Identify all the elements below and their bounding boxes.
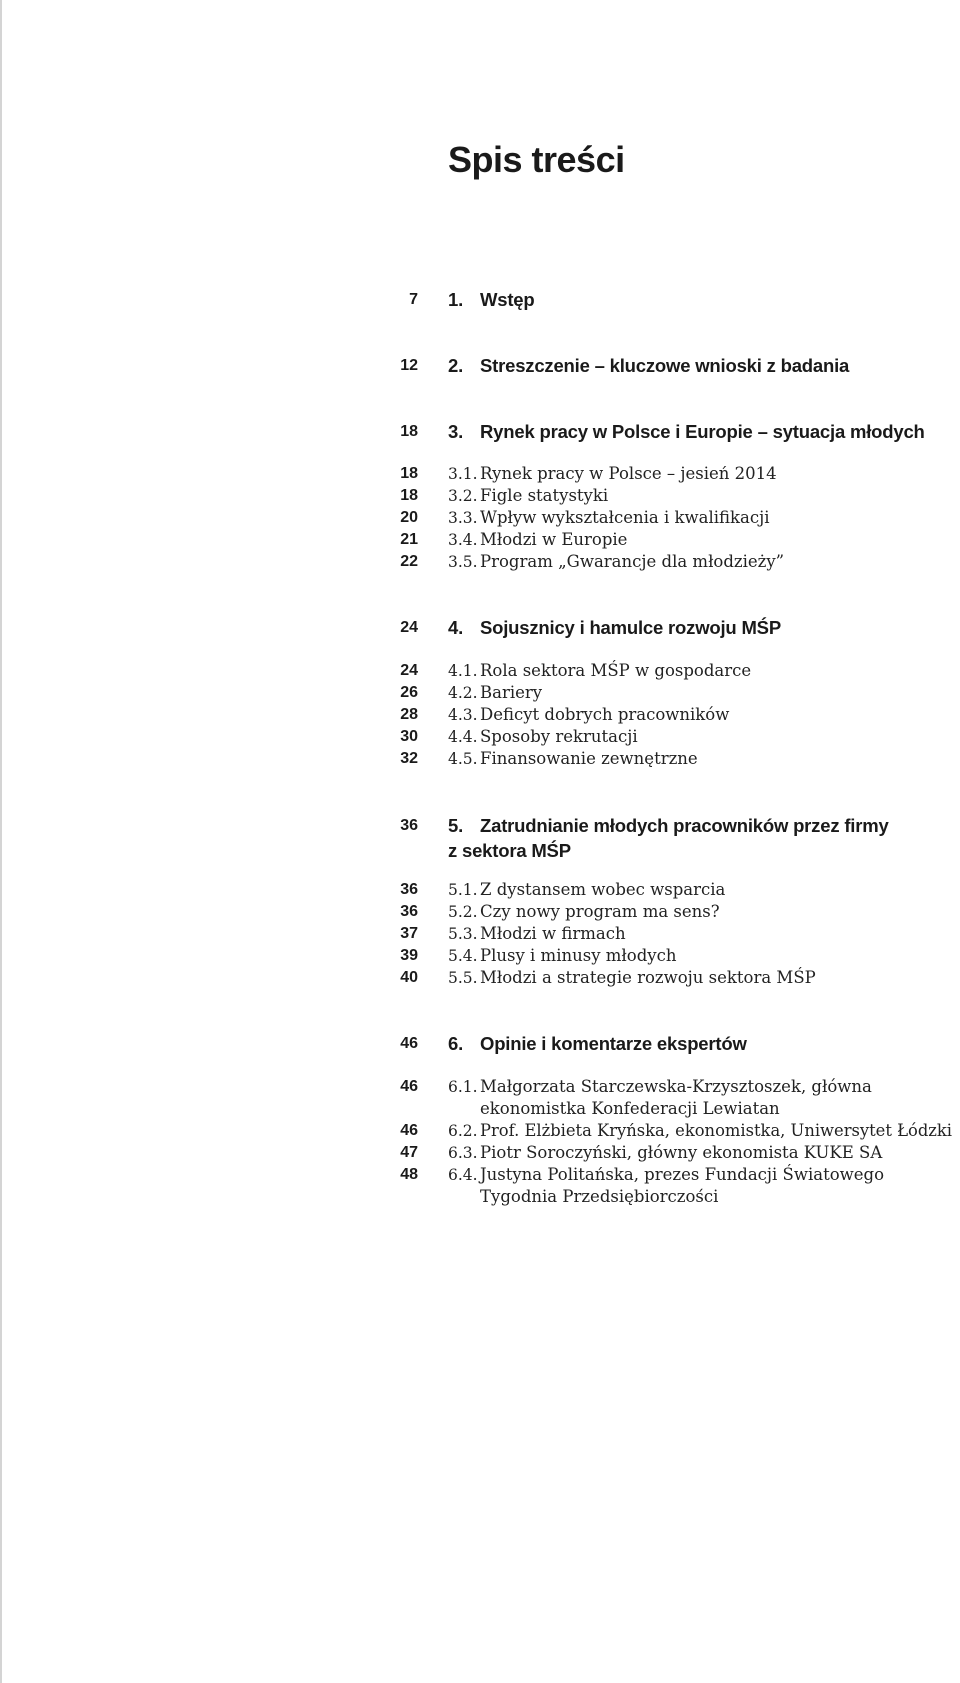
section-number: 4.3. (448, 706, 478, 724)
page-number: 18 (400, 487, 418, 504)
section-number: 3.1. (448, 465, 478, 483)
chapter-title: Rynek pracy w Polsce i Europie – sytuacja młodych (480, 421, 925, 442)
section-title: Sposoby rekrutacji (480, 727, 638, 746)
section-title: Młodzi a strategie rozwoju sektora MŚP (480, 968, 816, 987)
toc-section-4-3[interactable] (0, 704, 960, 726)
chapter-number: 2. (448, 355, 464, 376)
chapter-title: Sojusznicy i hamulce rozwoju MŚP (480, 617, 781, 638)
section-number: 6.4. (448, 1166, 478, 1184)
section-title-continuation: Tygodnia Przedsiębiorczości (480, 1187, 719, 1206)
chapter-title: Zatrudnianie młodych pracowników przez firmy (480, 815, 889, 836)
page-number: 21 (400, 531, 418, 548)
section-number: 4.4. (448, 728, 478, 746)
toc-chapter-4[interactable] (0, 615, 960, 637)
toc-section-3-2[interactable] (0, 485, 960, 507)
toc-section-5-2[interactable] (0, 901, 960, 923)
page-number: 24 (400, 619, 418, 636)
section-number: 5.2. (448, 903, 478, 921)
page-number: 47 (400, 1144, 418, 1161)
section-title: Młodzi w Europie (480, 530, 628, 549)
toc-section-3-5[interactable] (0, 551, 960, 573)
section-number: 6.2. (448, 1122, 478, 1140)
page-number: 20 (400, 509, 418, 526)
section-title: Z dystansem wobec wsparcia (480, 880, 726, 899)
section-number: 5.4. (448, 947, 478, 965)
section-title: Deficyt dobrych pracowników (480, 705, 730, 724)
page-number: 36 (400, 903, 418, 920)
toc-section-6-4[interactable] (0, 1164, 960, 1206)
page-number: 18 (400, 423, 418, 440)
page-number: 39 (400, 947, 418, 964)
toc-chapter-5[interactable] (0, 813, 960, 861)
section-title: Rynek pracy w Polsce – jesień 2014 (480, 464, 777, 483)
section-number: 5.1. (448, 881, 478, 899)
toc-section-6-2[interactable] (0, 1120, 960, 1142)
chapter-number: 3. (448, 421, 464, 442)
section-number: 3.5. (448, 553, 478, 571)
section-title: Piotr Soroczyński, główny ekonomista KUKE SA (480, 1143, 883, 1162)
toc-chapter-2[interactable] (0, 353, 960, 375)
section-title: Rola sektora MŚP w gospodarce (480, 661, 752, 680)
page-number: 32 (400, 750, 418, 767)
toc-section-4-4[interactable] (0, 726, 960, 748)
toc-section-3-1[interactable] (0, 463, 960, 485)
page-number: 46 (400, 1035, 418, 1052)
toc-chapter-3[interactable] (0, 419, 960, 441)
section-number: 5.3. (448, 925, 478, 943)
toc-section-3-4[interactable] (0, 529, 960, 551)
page-number: 18 (400, 465, 418, 482)
section-title: Justyna Politańska, prezes Fundacji Światowego (480, 1165, 885, 1184)
section-number: 4.5. (448, 750, 478, 768)
section-number: 3.4. (448, 531, 478, 549)
page-number: 7 (409, 291, 418, 308)
section-title-continuation: ekonomistka Konfederacji Lewiatan (480, 1099, 780, 1118)
page-number: 40 (400, 969, 418, 986)
section-number: 6.3. (448, 1144, 478, 1162)
page-number: 26 (400, 684, 418, 701)
section-number: 6.1. (448, 1078, 478, 1096)
chapter-number: 5. (448, 815, 464, 836)
toc-section-5-4[interactable] (0, 945, 960, 967)
chapter-number: 4. (448, 617, 464, 638)
page-number: 46 (400, 1122, 418, 1139)
chapter-number: 1. (448, 289, 464, 310)
section-title: Program „Gwarancje dla młodzieży” (480, 552, 785, 571)
page-number: 12 (400, 357, 418, 374)
toc-section-4-5[interactable] (0, 748, 960, 770)
chapter-title-continuation: z sektora MŚP (448, 840, 571, 861)
page-number: 28 (400, 706, 418, 723)
section-number: 4.2. (448, 684, 478, 702)
page-number: 46 (400, 1078, 418, 1095)
toc-section-5-5[interactable] (0, 967, 960, 989)
page-number: 24 (400, 662, 418, 679)
section-number: 3.2. (448, 487, 478, 505)
page-number: 48 (400, 1166, 418, 1183)
section-title: Figle statystyki (480, 486, 609, 505)
section-title: Wpływ wykształcenia i kwalifikacji (480, 508, 770, 527)
section-number: 4.1. (448, 662, 478, 680)
section-title: Bariery (480, 683, 543, 702)
section-number: 3.3. (448, 509, 478, 527)
chapter-title: Wstęp (480, 289, 535, 310)
page-number: 36 (400, 817, 418, 834)
page-number: 36 (400, 881, 418, 898)
section-number: 5.5. (448, 969, 478, 987)
page-title: Spis treści (448, 139, 625, 180)
toc-section-5-3[interactable] (0, 923, 960, 945)
page-number: 22 (400, 553, 418, 570)
toc-section-5-1[interactable] (0, 879, 960, 901)
chapter-number: 6. (448, 1033, 464, 1054)
section-title: Małgorzata Starczewska-Krzysztoszek, główna (480, 1077, 872, 1096)
section-title: Młodzi w firmach (480, 924, 626, 943)
section-title: Finansowanie zewnętrzne (480, 749, 698, 768)
chapter-title: Streszczenie – kluczowe wnioski z badania (480, 355, 850, 376)
toc-section-4-1[interactable] (0, 660, 960, 682)
section-title: Czy nowy program ma sens? (480, 902, 720, 921)
toc-chapter-6[interactable] (0, 1031, 960, 1053)
toc-section-6-3[interactable] (0, 1142, 960, 1164)
chapter-title: Opinie i komentarze ekspertów (480, 1033, 747, 1054)
page-number: 37 (400, 925, 418, 942)
toc-section-4-2[interactable] (0, 682, 960, 704)
page-number: 30 (400, 728, 418, 745)
toc-section-6-1[interactable] (0, 1076, 960, 1118)
section-title: Plusy i minusy młodych (480, 946, 677, 965)
toc-section-3-3[interactable] (0, 507, 960, 529)
section-title: Prof. Elżbieta Kryńska, ekonomistka, Uniwersytet Łódzki (480, 1121, 953, 1140)
toc-chapter-1[interactable] (0, 287, 960, 309)
